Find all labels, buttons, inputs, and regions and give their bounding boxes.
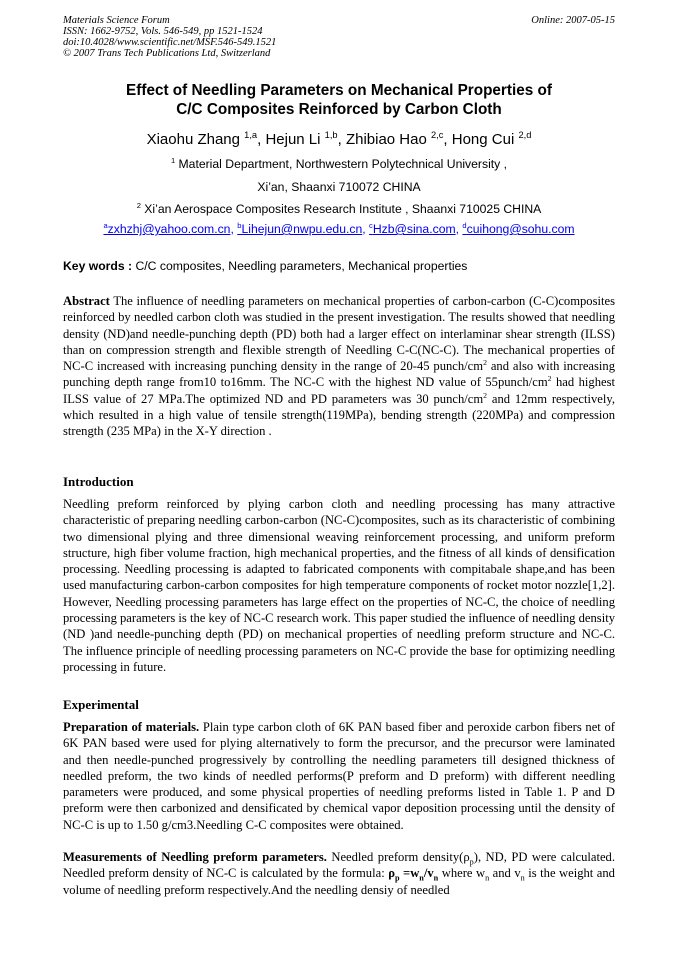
measurement-text: ), ND, PD were calculated. Needled preform density of NC-C is calculated by the formula: [63, 850, 615, 881]
abstract-text: had highest ILSS value of 27 MPa.The optimized ND and PD parameters was 30 punch/cm [63, 375, 615, 406]
email-address: Lihejun@nwpu.edu.cn [241, 222, 363, 236]
copyright-line: © 2007 Trans Tech Publications Ltd, Switzerland [63, 48, 271, 59]
keywords-label: Key words : [63, 259, 133, 273]
affiliation-2 [40, 202, 638, 217]
author-affil-mark: 2,c [431, 130, 444, 140]
experimental-heading: Experimental [63, 697, 139, 712]
email-mark: d [462, 220, 467, 230]
author-affil-mark: 1,a [244, 130, 258, 140]
keywords [63, 259, 623, 274]
subscript: n [520, 873, 525, 883]
introduction-heading: Introduction [63, 474, 134, 489]
keywords-text: C/C composites, Needling parameters, Mechanical properties [135, 259, 468, 273]
title-line-2: C/C Composites Reinforced by Carbon Cloth [176, 101, 502, 118]
email-link[interactable] [462, 222, 574, 236]
author-affil-mark: 2,d [518, 130, 532, 140]
author-affil-mark: 1,b [324, 130, 338, 140]
paper-title [40, 81, 638, 119]
journal-header [63, 15, 363, 59]
superscript: 2 [483, 390, 488, 400]
affiliation-text: Material Department, Northwestern Polytechnical University , [178, 157, 508, 171]
email-mark: c [369, 220, 373, 230]
author-name: Xiaohu Zhang [146, 131, 240, 148]
affiliation-text: Xi’an Aerospace Composites Research Institute , Shaanxi 710025 CHINA [144, 202, 542, 216]
email-list: $^a$zxhzhj@yahoo.com.cn, $^b$Lihejun@nwpu.edu.cn, $^c$Hzb@sina.com, $^d$cuihong@sohu.com [103, 220, 575, 236]
measurement-text: where w [441, 866, 486, 881]
measurement-text: is the weight and volume of needling preform respectively.And the needling densiy of needled [63, 866, 615, 897]
online-date: Online: 2007-05-15 [531, 15, 615, 26]
preparation-paragraph [63, 719, 615, 833]
affiliation-number: 2 [136, 200, 141, 210]
abstract [63, 293, 615, 440]
abstract-label: Abstract [63, 294, 110, 308]
preparation-text: Plain type carbon cloth of 6K PAN based fiber and peroxide carbon fibers net of 6K PAN based were used for plying alternatively to form the precursor, and the precursor were laminated and then needle-punched progressively by controlling the needling parameters till designed thickness of needled preform, the two kinds of needled performs(P preform and D preform) with different needling parameters were produced, and some physical properties of needling preforms listed in Table 1. P and D preform were then carbonized and densificated by chemical vapor deposition processing until the density of NC-C is up to 1.50 g/cm3.Needling C-C composites were obtained. [63, 720, 615, 832]
email-address: Hzb@sina.com [372, 222, 456, 236]
measurement-text: Needled preform density( [331, 850, 464, 864]
subscript: n [433, 873, 439, 883]
formula-part: =w [403, 866, 420, 881]
rho-symbol: ρ [388, 866, 395, 881]
email-mark: b [237, 220, 242, 230]
issn-line: ISSN: 1662-9752, Vols. 546-549, pp 1521-1524 [63, 26, 263, 37]
measurement-label: Measurements of Needling preform parameters. [63, 850, 327, 864]
measurement-paragraph [63, 849, 615, 898]
email-link[interactable] [237, 222, 362, 236]
density-formula [388, 866, 439, 883]
title-line-1: Effect of Needling Parameters on Mechanical Properties of [126, 82, 552, 99]
subscript: n [419, 873, 424, 883]
introduction-text: Needling preform reinforced by plying carbon cloth and needling processing has many attractive characteristic of preparing needling carbon-carbon (NC-C)composites, such as its characteristic of combining two dimensional plying and three dimensional weaving reinforcement processing, and uniform preform structure, high fiber volume fraction, high mechanical properties, and the fitness of all kinds of densification processing. Needling processing is adapted to fabricated components with compitabale shape,and has been used manufacturing carbon-carbon composites for high temperature components of rocket motor nozzle[1,2]. However, Needling processing parameters has large effect on the properties of NC-C, the choice of needling processing parameters is the key of NC-C research work. This paper studied the influence of needling density (ND )and needle-punching depth (PD) on mechanical properties of needling preform structure and NC-C. The influence principle of needling processing parameters on NC-C provide the base for optimizing needling processing in future. [63, 497, 615, 674]
email-link[interactable] [103, 222, 230, 236]
author-name: Zhibiao Hao [345, 131, 427, 148]
author-name: Hong Cui [451, 131, 515, 148]
superscript: 2 [483, 358, 487, 367]
abstract-text: and also with increasing punching depth range from10 to16mm. The NC-C with the highest ND value of 55punch/cm [63, 359, 616, 390]
affiliation-number: 1 [170, 155, 176, 165]
rho-symbol: ρ [463, 850, 470, 864]
email-address: zxhzhj@yahoo.com.cn [107, 222, 231, 236]
email-link[interactable] [369, 222, 456, 236]
email-address: cuihong@sohu.com [466, 222, 575, 236]
doi-line: doi:10.4028/www.scientific.net/MSF.546-549.1521 [63, 37, 277, 48]
journal-name: Materials Science Forum [63, 15, 170, 26]
affiliation-1 [40, 157, 638, 172]
abstract-text: and 12mm respectively, which resulted in a high value of tensile strength(119MPa), bending strength (220MPa) and compression strength (235 MPa) in the X-Y direction . [63, 391, 615, 439]
superscript: 2 [547, 374, 552, 384]
author-list: Xiaohu Zhang $^{1,a}$, Hejun Li $^{1,b}$, Zhibiao Hao $^{2,c}$, Hong Cui $^{2,d}$ [146, 130, 532, 148]
abstract-text: The influence of needling parameters on mechanical properties of carbon-carbon (C-C)composites reinforced by needled carbon cloth was studied in the present investigation. The results showed that needling density (ND)and needle-punching depth (PD) both had a larger effect on interlaminar shear strength (ILSS) than on compression strength and flexible strength of Needling C-C(NC-C). The mechanical properties of NC-C increased with increasing punching density in the range of 20-45 punch/cm [63, 294, 615, 374]
subscript: n [485, 873, 490, 883]
affiliation-1-city: Xi’an, Shaanxi 710072 CHINA [257, 180, 421, 194]
preparation-label: Preparation of materials. [63, 720, 200, 734]
subscript: p [394, 873, 400, 883]
author-name: Hejun Li [265, 131, 321, 148]
subscript: p [469, 857, 474, 867]
formula-part: /v [423, 866, 434, 881]
measurement-text: and v [492, 866, 521, 881]
email-mark: a [103, 220, 108, 230]
